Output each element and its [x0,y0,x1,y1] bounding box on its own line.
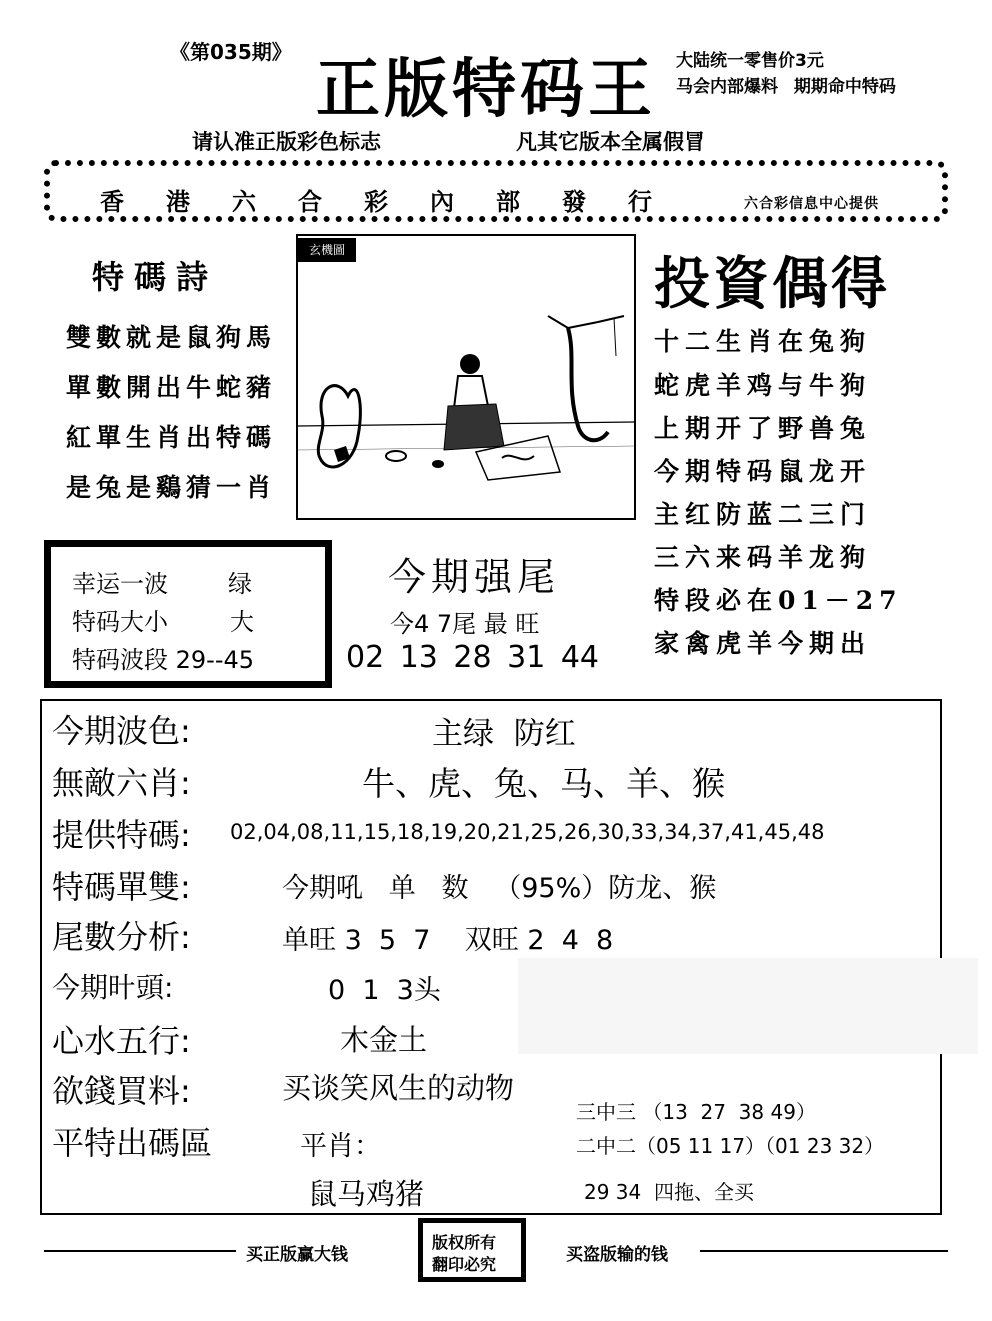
riddle-picture [296,234,636,520]
strong-tail-numbers: 02 13 28 31 44 [346,640,600,675]
footer-line-right [700,1250,948,1252]
wave-color-value: 主绿 防红 [432,716,576,752]
zodiac-label: 無敵六肖: [52,764,191,802]
banner-credit: 六合彩信息中心提供 [744,196,879,212]
copyright-line-2: 翻印必究 [432,1255,497,1274]
drag-four: 29 34 四拖、全买 [584,1180,754,1204]
footer-line-left [44,1250,236,1252]
riddle-illustration [298,236,634,518]
buy-label: 欲錢買料: [52,1072,191,1110]
invest-line: 三六来码羊龙狗 [654,543,872,572]
invest-title: 投資偶得 [654,251,890,317]
lucky-wave-value: 绿 [228,570,252,598]
three-hit: 三中三 （13 27 38 49） [576,1100,816,1124]
invest-line: 家禽虎羊今期出 [654,629,872,658]
blank-overlay [518,958,978,1054]
element-label: 心水五行: [52,1022,191,1060]
copyright-line-1: 版权所有 [432,1233,497,1252]
lucky-range-label: 特码波段 [72,646,168,674]
page-title: 正版特码王 [316,52,656,127]
invest-line: 上期开了野兽兔 [654,414,872,443]
lucky-wave [72,564,252,599]
lucky-range [72,640,254,675]
flat-sub-label: 平肖： [300,1131,381,1162]
parity-value: 今期吼 单 数 （95%）防龙、猴 [282,873,717,904]
lucky-size-value: 大 [230,608,254,636]
poem-title: 特碼詩 [92,258,219,296]
lucky-size-label: 特码大小 [72,608,168,636]
buy-value: 买谈笑风生的动物 [282,1071,515,1105]
strong-tail-title: 今期强尾 [388,555,561,599]
invest-line: 今期特码鼠龙开 [654,457,872,486]
footer-right: 买盗版输的钱 [566,1245,668,1265]
parity-label: 特碼單雙: [52,868,191,906]
poem-line: 紅單生肖出特碼 [66,423,277,452]
picture-stamp: 玄機圖 [298,238,356,262]
invest-line: 十二生肖在兔狗 [654,327,872,356]
tagline: 马会内部爆料 期期命中特码 [676,77,896,97]
banner-text: 香港六合彩內部發行 [100,187,694,216]
authentic-notice: 请认准正版彩色标志 [192,130,381,154]
special-value: 02,04,08,11,15,18,19,20,21,25,26,30,33,34,37,41,45,48 [230,820,825,844]
invest-line: 特段必在01－27 [654,586,903,615]
lucky-size [72,602,254,637]
wave-color-label: 今期波色: [52,712,191,750]
fake-warning: 凡其它版本全属假冒 [516,130,705,154]
special-label: 提供特碼: [52,816,191,854]
zodiac-value: 牛、虎、兔、马、羊、猴 [362,764,725,803]
price-text: 大陆统一零售价3元 [676,51,824,71]
head-value: 0 1 3头 [328,975,441,1006]
footer-left: 买正版赢大钱 [246,1245,348,1265]
two-hit: 二中二（05 11 17）（01 23 32） [576,1134,885,1158]
poem-line: 單數開出牛蛇豬 [66,373,277,402]
strong-tail-sub: 今4 7尾 最 旺 [390,610,540,638]
flat-label: 平特出碼區 [52,1124,213,1162]
issue-number: 《第035期》 [170,40,292,64]
lucky-wave-label: 幸运一波 [72,570,168,598]
flat-zodiac: 鼠马鸡猪 [308,1177,425,1211]
element-value: 木金土 [340,1023,428,1057]
invest-line: 主红防蓝二三门 [654,500,872,529]
head-label: 今期旪頭: [52,971,174,1004]
invest-line: 蛇虎羊鸡与牛狗 [654,371,872,400]
poem-line: 是兔是鷄猜一肖 [66,473,277,502]
tail-label: 尾數分析: [52,918,191,956]
tail-value: 单旺 3 5 7 双旺 2 4 8 [282,925,614,956]
lucky-range-value: 29--45 [175,646,255,674]
poem-line: 雙數就是鼠狗馬 [66,323,277,352]
